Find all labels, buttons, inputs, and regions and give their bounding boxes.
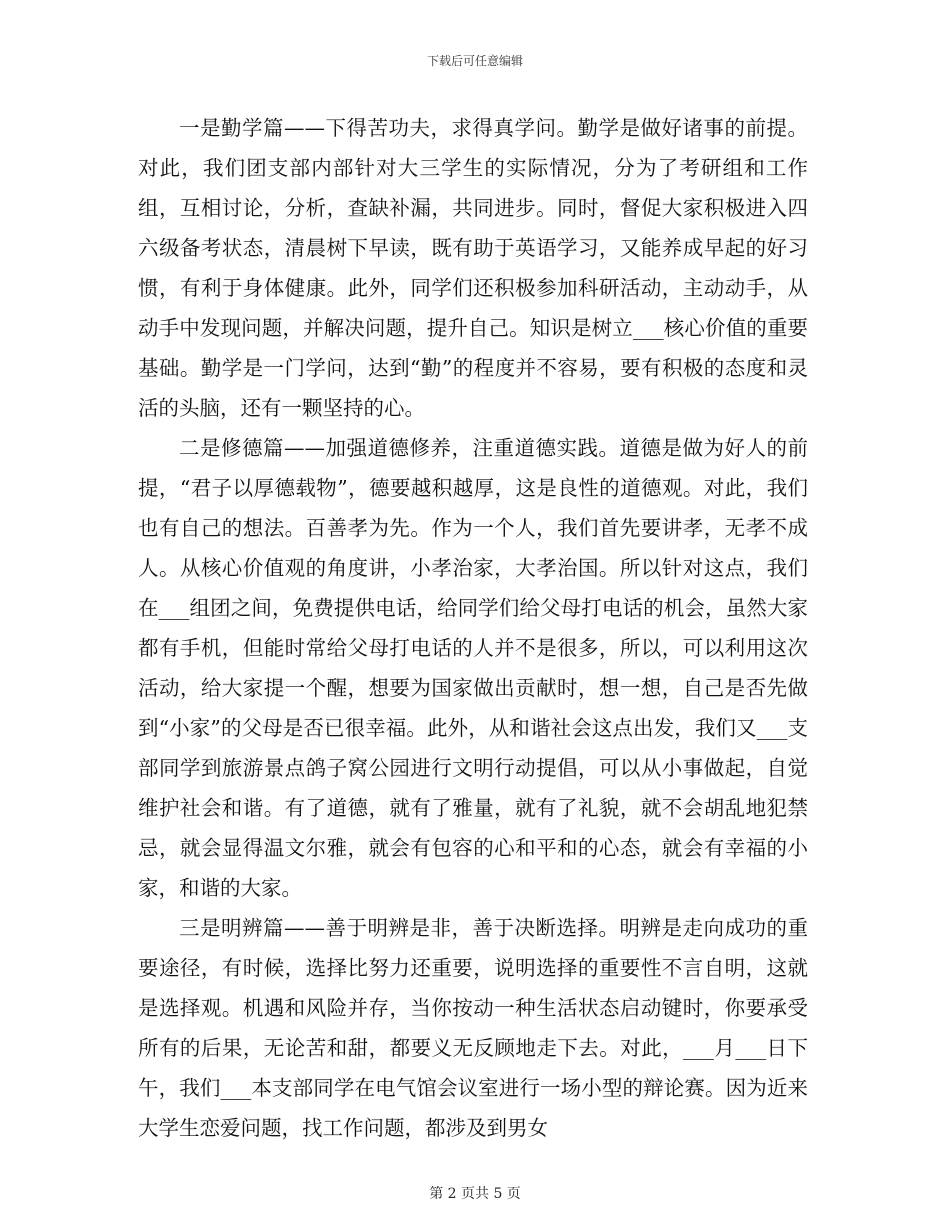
paragraph-discernment: 三是明辨篇——善于明辨是非，善于决断选择。明辨是走向成功的重要途径，有时候，选择比努力还重要，说明选择的重要性不言自明，这就是选择观。机遇和风险并存，当你按动一种生活状态启动键时，你要承受所有的后果，无论苦和甜，都要义无反顾地走下去。对此，___月___日下午，我们___本支部同学在电气馆会议室进行一场小型的辩论赛。因为近来大学生恋爱问题，找工作问题，都涉及到男女 xyxy=(138,916,808,1140)
page-header: 下载后可任意编辑 xyxy=(426,54,523,68)
page-number: 第 2 页共 5 页 xyxy=(429,1186,521,1202)
paragraph-moral-cultivation: 二是修德篇——加强道德修养，注重道德实践。道德是做为好人的前提，“君子以厚德载物”，德要越积越厚，这是良性的道德观。对此，我们也有自己的想法。百善孝为先。作为一个人，我们首先要讲孝，无孝不成人。从核心价值观的角度讲，小孝治家，大孝治国。所以针对这点，我们在___组团之间，免费提供电话，给同学们给父母打电话的机会，虽然大家都有手机，但能时常给父母打电话的人并不是很多，所以，可以利用这次活动，给大家提一个醒，想要为国家做出贡献时，想一想，自己是否先做到“小家”的父母是否已很幸福。此外，从和谐社会这点出发，我们又___支部同学到旅游景点鸽子窝公园进行文明行动提倡，可以从小事做起，自觉维护社会和谐。有了道德，就有了雅量，就有了礼貌，就不会胡乱地犯禁忌，就会显得温文尔雅，就会有包容的心和平和的心态，就会有幸福的小家，和谐的大家。 xyxy=(138,436,808,900)
document-body xyxy=(138,108,808,1148)
paragraph-diligent-study: 一是勤学篇——下得苦功夫，求得真学问。勤学是做好诸事的前提。对此，我们团支部内部针对大三学生的实际情况，分为了考研组和工作组，互相讨论，分析，查缺补漏，共同进步。同时，督促大家积极进入四六级备考状态，清晨树下早读，既有助于英语学习，又能养成早起的好习惯，有利于身体健康。此外，同学们还积极参加科研活动，主动动手，从动手中发现问题，并解决问题，提升自己。知识是树立___核心价值的重要基础。勤学是一门学问，达到“勤”的程度并不容易，要有积极的态度和灵活的头脑，还有一颗坚持的心。 xyxy=(138,116,808,420)
